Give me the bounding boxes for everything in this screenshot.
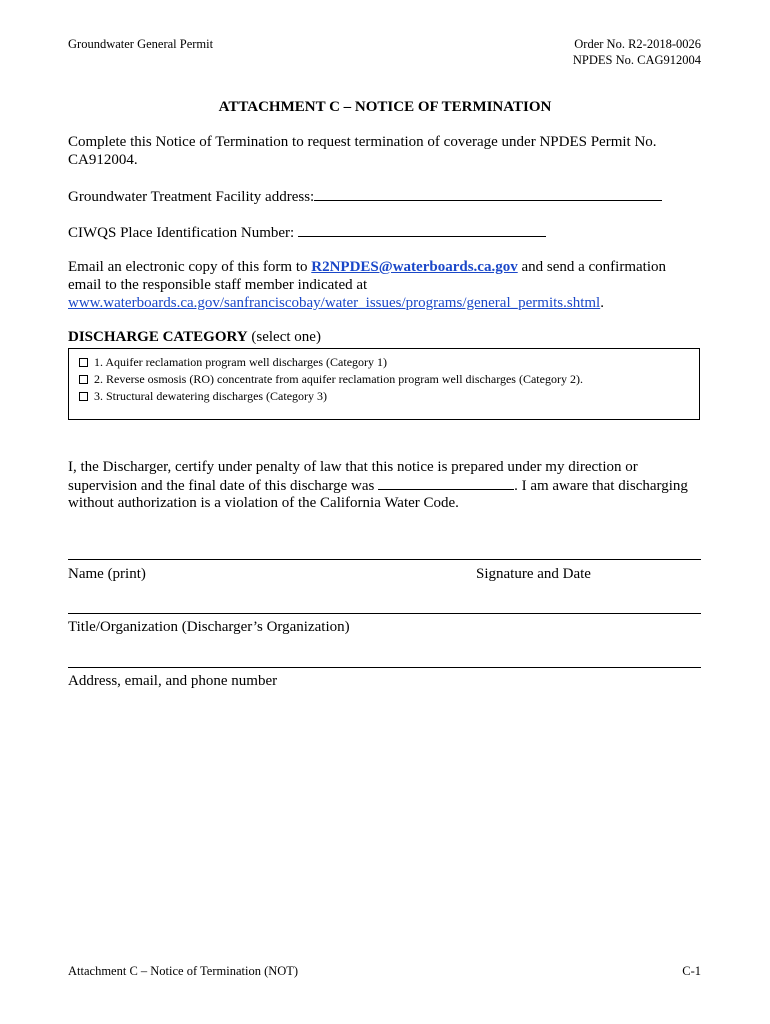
category-option-3[interactable]	[79, 389, 327, 404]
title-organization-line[interactable]	[68, 613, 701, 614]
intro-line-2: CA912004.	[68, 152, 138, 168]
email-instructions-line-1	[68, 258, 666, 276]
final-discharge-date-field[interactable]	[378, 476, 514, 490]
category-option-label: 1. Aquifer reclamation program well discharges (Category 1)	[94, 355, 388, 369]
email-instructions-line-2: email to the responsible staff member indicated at	[68, 277, 368, 293]
email-link[interactable]: R2NPDES@waterboards.ca.gov	[311, 259, 518, 275]
facility-address-field[interactable]	[314, 187, 662, 201]
email-instructions-suffix: and send a confirmation	[517, 259, 667, 275]
category-option-2[interactable]	[79, 372, 583, 387]
signature-date-label: Signature and Date	[476, 566, 591, 582]
certification-line-2-prefix: supervision and the final date of this discharge was	[68, 478, 379, 494]
discharge-category-heading	[68, 328, 321, 346]
ciwqs-row	[68, 223, 546, 242]
url-period: .	[600, 295, 604, 311]
discharge-category-box	[68, 348, 700, 420]
certification-line-2	[68, 476, 688, 495]
intro-line-1: Complete this Notice of Termination to request termination of coverage under NPDES Permit No.	[68, 134, 657, 150]
name-print-label: Name (print)	[68, 566, 146, 582]
footer-title: Attachment C – Notice of Termination (NOT)	[68, 964, 299, 978]
category-option-label: 2. Reverse osmosis (RO) concentrate from aquifer reclamation program well discharges (Category 2).	[94, 372, 583, 386]
running-header-left: Groundwater General Permit	[68, 37, 214, 51]
facility-address-label: Groundwater Treatment Facility address:	[68, 189, 315, 205]
category-option-label: 3. Structural dewatering discharges (Category 3)	[94, 389, 328, 403]
facility-address-row	[68, 187, 662, 206]
ciwqs-label: CIWQS Place Identification Number:	[68, 225, 295, 241]
category-1-checkbox[interactable]	[79, 358, 88, 367]
email-instructions-line-3	[68, 294, 604, 312]
page-title: ATTACHMENT C – NOTICE OF TERMINATION	[218, 99, 552, 115]
discharge-category-note: (select one)	[247, 329, 321, 345]
certification-line-3: without authorization is a violation of the California Water Code.	[68, 495, 459, 511]
email-instructions-prefix: Email an electronic copy of this form to	[68, 259, 312, 275]
discharge-category-title: DISCHARGE CATEGORY	[68, 329, 248, 345]
page-number: C-1	[682, 964, 701, 978]
address-contact-label: Address, email, and phone number	[68, 673, 278, 689]
title-organization-label: Title/Organization (Discharger’s Organization)	[68, 619, 350, 635]
name-signature-line[interactable]	[68, 559, 701, 560]
permits-url-link[interactable]: www.waterboards.ca.gov/sanfranciscobay/water_issues/programs/general_permits.shtml	[68, 295, 601, 311]
npdes-number: NPDES No. CAG912004	[572, 53, 701, 67]
certification-line-1: I, the Discharger, certify under penalty of law that this notice is prepared under my direction or	[68, 459, 638, 475]
address-contact-line[interactable]	[68, 667, 701, 668]
order-number: Order No. R2-2018-0026	[574, 37, 701, 51]
category-3-checkbox[interactable]	[79, 392, 88, 401]
certification-line-2-suffix: . I am aware that discharging	[514, 478, 688, 494]
ciwqs-field[interactable]	[298, 223, 546, 237]
category-option-1[interactable]	[79, 355, 387, 370]
category-2-checkbox[interactable]	[79, 375, 88, 384]
